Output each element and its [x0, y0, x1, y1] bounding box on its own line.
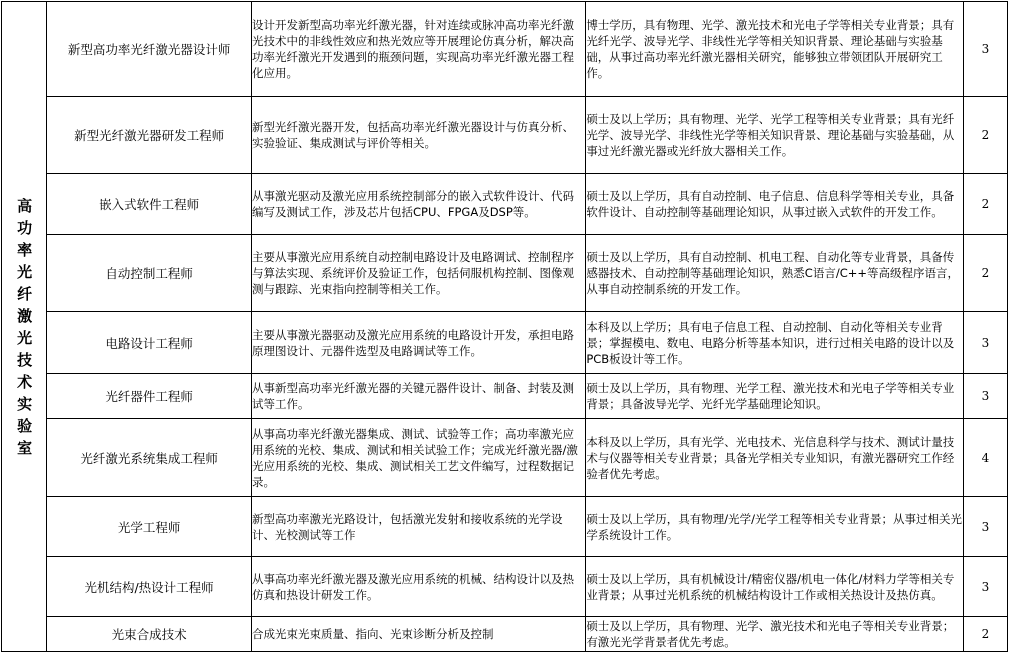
- table-row: [2, 174, 1008, 235]
- position-title: 光纤激光系统集成工程师: [47, 419, 252, 497]
- table-row: [2, 557, 1008, 617]
- position-requirement: 硕士及以上学历，具有自动控制、电子信息、信息科学等相关专业，具备软件设计、自动控制等基础理论知识，从事过嵌入式软件的开发工作。: [586, 174, 964, 235]
- position-title: 自动控制工程师: [47, 235, 252, 312]
- position-count: 2: [963, 97, 1007, 174]
- positions-table-body: [2, 2, 1008, 652]
- department-name: 高功率光纤激光技术实验室: [17, 196, 33, 457]
- position-count: 2: [963, 235, 1007, 312]
- position-count: 3: [963, 557, 1007, 617]
- position-title: 光束合成技术: [47, 617, 252, 652]
- position-count: 3: [963, 497, 1007, 557]
- position-title: 光机结构/热设计工程师: [47, 557, 252, 617]
- position-requirement: 硕士及以上学历，具有物理、光学工程、激光技术和光电子学等相关专业背景；具备波导光学、光纤光学基础理论知识。: [586, 374, 964, 419]
- position-count: 3: [963, 2, 1007, 97]
- position-title: 光纤器件工程师: [47, 374, 252, 419]
- position-duty: 从事高功率光纤激光器及激光应用系统的机械、结构设计以及热仿真和热设计研发工作。: [251, 557, 585, 617]
- position-title: 光学工程师: [47, 497, 252, 557]
- table-row: [2, 419, 1008, 497]
- position-count: 3: [963, 374, 1007, 419]
- position-count: 2: [963, 174, 1007, 235]
- position-duty: 设计开发新型高功率光纤激光器，针对连续或脉冲高功率光纤激光技术中的非线性效应和热光效应等开展理论仿真分析，解决高功率光纤激光开发遇到的瓶颈问题，实现高功率光纤激光器工程化应用。: [251, 2, 585, 97]
- table-row: [2, 617, 1008, 652]
- position-title: 电路设计工程师: [47, 312, 252, 374]
- table-row: [2, 312, 1008, 374]
- position-requirement: 硕士及以上学历，具有物理/光学/光学工程等相关专业背景；从事过相关光学系统设计工作。: [586, 497, 964, 557]
- position-requirement: 硕士及以上学历，具有自动控制、机电工程、自动化等专业背景，具备传感器技术、自动控制等基础理论知识，熟悉C语言/C++等高级程序语言，从事自动控制系统的开发工作。: [586, 235, 964, 312]
- position-requirement: 本科及以上学历；具有电子信息工程、自动控制、自动化等相关专业背景；掌握模电、数电、电路分析等基本知识，进行过相关电路的设计以及PCB板设计等工作。: [586, 312, 964, 374]
- position-duty: 主要从事激光应用系统自动控制电路设计及电路调试、控制程序与算法实现、系统评价及验证工作，包括伺服机构控制、图像观测与跟踪、光束指向控制等相关工作。: [251, 235, 585, 312]
- position-duty: 新型高功率激光光路设计，包括激光发射和接收系统的光学设计、光校测试等工作: [251, 497, 585, 557]
- position-requirement: 硕士及以上学历，具有物理、光学、激光技术和光电子等相关专业背景；有激光光学背景者优先考虑。: [586, 617, 964, 652]
- position-count: 2: [963, 617, 1007, 652]
- department-cell: [2, 2, 47, 652]
- table-row: [2, 97, 1008, 174]
- position-requirement: 博士学历，具有物理、光学、激光技术和光电子学等相关专业背景；具有光纤光学、波导光学、非线性光学等相关知识背景、理论基础与实验基础，从事过高功率光纤激光器相关研究，能够独立带领团队开展研究工作。: [586, 2, 964, 97]
- position-title: 新型高功率光纤激光器设计师: [47, 2, 252, 97]
- position-title: 嵌入式软件工程师: [47, 174, 252, 235]
- positions-table: [1, 1, 1008, 652]
- position-duty: 从事高功率光纤激光器集成、测试、试验等工作；高功率激光应用系统的光校、集成、测试和相关试验工作；完成光纤激光器/激光应用系统的光校、集成、测试相关工艺文件编写，过程数据记录。: [251, 419, 585, 497]
- position-requirement: 硕士及以上学历，具有机械设计/精密仪器/机电一体化/材料力学等相关专业背景；从事过光机系统的机械结构设计工作或相关热设计及热仿真。: [586, 557, 964, 617]
- position-duty: 从事激光驱动及激光应用系统控制部分的嵌入式软件设计、代码编写及测试工作，涉及芯片包括CPU、FPGA及DSP等。: [251, 174, 585, 235]
- position-title: 新型光纤激光器研发工程师: [47, 97, 252, 174]
- position-duty: 新型光纤激光器开发，包括高功率光纤激光器设计与仿真分析、实验验证、集成测试与评价等相关。: [251, 97, 585, 174]
- table-row: [2, 374, 1008, 419]
- position-count: 4: [963, 419, 1007, 497]
- position-count: 3: [963, 312, 1007, 374]
- table-row: [2, 497, 1008, 557]
- position-requirement: 硕士及以上学历；具有物理、光学、光学工程等相关专业背景；具有光纤光学、波导光学、非线性光学等相关知识背景、理论基础与实验基础，从事过光纤激光器或光纤放大器相关工作。: [586, 97, 964, 174]
- position-duty: 从事新型高功率光纤激光器的关键元器件设计、制备、封装及测试等工作。: [251, 374, 585, 419]
- position-duty: 主要从事激光器驱动及激光应用系统的电路设计开发，承担电路原理图设计、元器件选型及电路调试等工作。: [251, 312, 585, 374]
- table-row: [2, 235, 1008, 312]
- table-row: [2, 2, 1008, 97]
- position-requirement: 本科及以上学历，具有光学、光电技术、光信息科学与技术、测试计量技术与仪器等相关专业背景；具备光学相关专业知识，有激光器研究工作经验者优先考虑。: [586, 419, 964, 497]
- position-duty: 合成光束光束质量、指向、光束诊断分析及控制: [251, 617, 585, 652]
